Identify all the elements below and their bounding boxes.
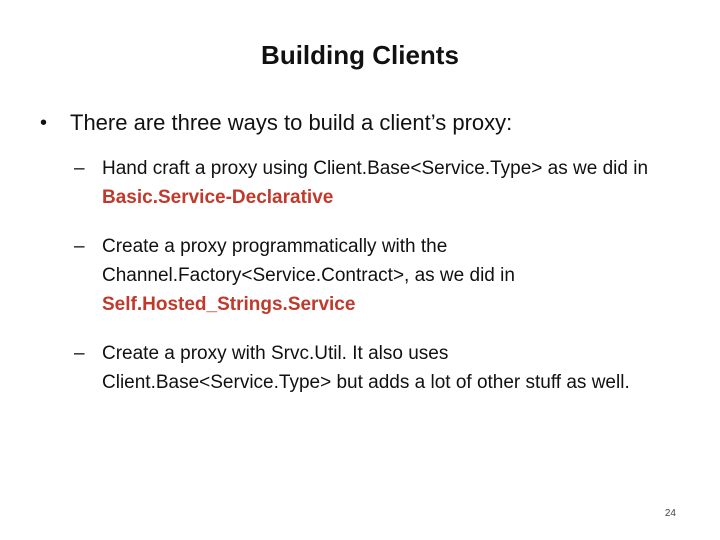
sub-bullet-text-plain: Create a proxy programmatically with the Channel.Factory<Service.Contract>, as we did in [102, 236, 515, 286]
sub-bullet-dash: – [74, 343, 85, 364]
sub-bullet-dash: – [74, 158, 85, 179]
sub-bullet-text-plain: Create a proxy with Srvc.Util. It also uses Client.Base<Service.Type> but adds a lot of other stuff as well. [102, 343, 630, 393]
highlight-reference: Basic.Service-Declarative [102, 187, 334, 208]
highlight-reference: Self.Hosted_Strings.Service [102, 294, 356, 315]
sub-bullet-text [102, 232, 674, 319]
sub-bullet-item [74, 154, 674, 212]
page-number: 24 [664, 508, 676, 519]
main-bullet [40, 108, 680, 138]
sub-bullet-item [74, 232, 674, 319]
main-bullet-text: There are three ways to build a client’s proxy: [70, 110, 513, 135]
sub-bullet-text-plain: Hand craft a proxy using Client.Base<Service.Type> as we did in [102, 158, 649, 179]
sub-bullet-list [74, 154, 674, 417]
sub-bullet-text [102, 339, 674, 397]
slide-title: Building Clients [261, 40, 459, 70]
sub-bullet-text [102, 154, 674, 212]
sub-bullet-dash: – [74, 236, 85, 257]
sub-bullet-item [74, 339, 674, 397]
bullet-dot: • [40, 112, 48, 134]
